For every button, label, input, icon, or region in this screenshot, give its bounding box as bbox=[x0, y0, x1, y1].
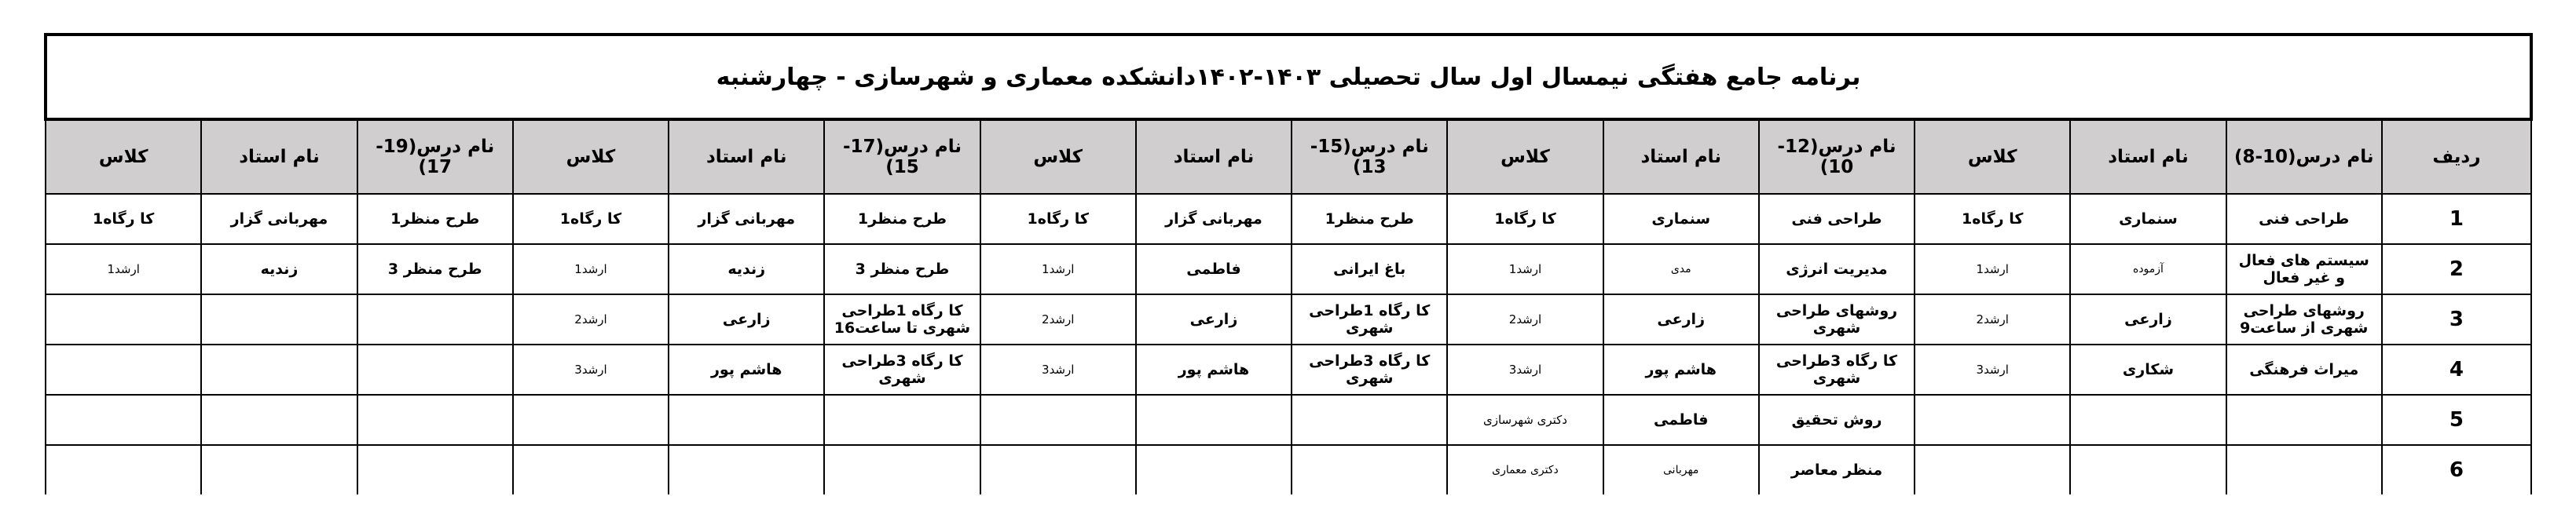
table-cell bbox=[201, 445, 357, 494]
column-header: نام استاد bbox=[2070, 119, 2226, 194]
table-cell: شکاری bbox=[2070, 345, 2226, 395]
table-cell: طراحی فنی bbox=[1759, 194, 1915, 244]
table-cell bbox=[2070, 445, 2226, 494]
table-cell: زارعی bbox=[1603, 294, 1759, 345]
table-cell: کا رگاه1 bbox=[1447, 194, 1603, 244]
table-cell: طرح منظر1 bbox=[357, 194, 513, 244]
table-cell: هاشم پور bbox=[1136, 345, 1292, 395]
table-cell: ارشد3 bbox=[1447, 345, 1603, 395]
table-cell bbox=[46, 294, 201, 345]
table-cell: کا رگاه1 bbox=[980, 194, 1136, 244]
table-cell: طرح منظر1 bbox=[824, 194, 980, 244]
table-cell bbox=[2070, 395, 2226, 445]
table-row bbox=[46, 294, 2531, 345]
schedule-sheet bbox=[44, 33, 2533, 494]
table-cell bbox=[201, 345, 357, 395]
row-number: 6 bbox=[2382, 445, 2531, 494]
column-header: نام استاد bbox=[669, 119, 824, 194]
table-cell: میراث فرهنگی bbox=[2226, 345, 2382, 395]
table-cell: سنماری bbox=[2070, 194, 2226, 244]
table-row bbox=[46, 194, 2531, 244]
table-row bbox=[46, 445, 2531, 494]
table-cell: آزموده bbox=[2070, 244, 2226, 294]
table-cell: دکتری معماری bbox=[1447, 445, 1603, 494]
table-cell: ارشد3 bbox=[1915, 345, 2070, 395]
header-row bbox=[46, 119, 2531, 194]
table-row bbox=[46, 395, 2531, 445]
column-header: کلاس bbox=[46, 119, 201, 194]
table-cell bbox=[357, 395, 513, 445]
table-row bbox=[46, 244, 2531, 294]
table-cell: کا رگاه 3طراحی شهری bbox=[824, 345, 980, 395]
table-cell: مهربانی گزار bbox=[669, 194, 824, 244]
table-cell: ارشد2 bbox=[1915, 294, 2070, 345]
table-cell: ارشد2 bbox=[513, 294, 669, 345]
table-cell: کا رگاه1 bbox=[513, 194, 669, 244]
table-cell bbox=[2226, 395, 2382, 445]
row-number: 3 bbox=[2382, 294, 2531, 345]
column-header: نام درس(17-15) bbox=[824, 119, 980, 194]
row-number: 2 bbox=[2382, 244, 2531, 294]
page-title: برنامه جامع هفتگی نیمسال اول سال تحصیلی ۱۴۰۳-۱۴۰۲دانشکده معماری و شهرسازی - چهارشنبه bbox=[46, 35, 2531, 119]
table-cell bbox=[980, 445, 1136, 494]
column-header: کلاس bbox=[1447, 119, 1603, 194]
table-cell bbox=[669, 395, 824, 445]
table-cell bbox=[46, 345, 201, 395]
table-cell: زارعی bbox=[2070, 294, 2226, 345]
table-cell bbox=[513, 445, 669, 494]
table-cell bbox=[357, 345, 513, 395]
table-cell: هاشم پور bbox=[1603, 345, 1759, 395]
table-cell: هاشم پور bbox=[669, 345, 824, 395]
table-cell: ارشد1 bbox=[46, 244, 201, 294]
table-cell: ارشد3 bbox=[513, 345, 669, 395]
table-cell bbox=[513, 395, 669, 445]
table-cell: زندیه bbox=[201, 244, 357, 294]
table-cell: زندیه bbox=[669, 244, 824, 294]
table-cell: فاطمی bbox=[1603, 395, 1759, 445]
table-cell bbox=[824, 445, 980, 494]
table-cell: کا رگاه 3طراحی شهری bbox=[1759, 345, 1915, 395]
table-cell bbox=[1136, 445, 1292, 494]
table-cell bbox=[1915, 445, 2070, 494]
table-cell: روشهای طراحی شهری bbox=[1759, 294, 1915, 345]
table-cell: سنماری bbox=[1603, 194, 1759, 244]
row-number: 4 bbox=[2382, 345, 2531, 395]
table-cell: زارعی bbox=[669, 294, 824, 345]
column-header: نام استاد bbox=[1136, 119, 1292, 194]
column-header: نام استاد bbox=[201, 119, 357, 194]
table-cell: سیستم های فعال و غیر فعال bbox=[2226, 244, 2382, 294]
table-cell bbox=[1136, 395, 1292, 445]
table-cell bbox=[824, 395, 980, 445]
column-header: نام استاد bbox=[1603, 119, 1759, 194]
table-cell bbox=[2226, 445, 2382, 494]
table-cell bbox=[46, 395, 201, 445]
table-cell: روشهای طراحی شهری از ساعت9 bbox=[2226, 294, 2382, 345]
table-cell: مهربانی گزار bbox=[1136, 194, 1292, 244]
table-cell: ارشد1 bbox=[1915, 244, 2070, 294]
table-cell: کا رگاه 1طراحی شهری تا ساعت16 bbox=[824, 294, 980, 345]
table-cell: مهربانی bbox=[1603, 445, 1759, 494]
table-cell: کا رگاه1 bbox=[46, 194, 201, 244]
table-cell: طراحی فنی bbox=[2226, 194, 2382, 244]
table-cell bbox=[357, 294, 513, 345]
table-cell: زارعی bbox=[1136, 294, 1292, 345]
table-cell bbox=[201, 395, 357, 445]
table-cell bbox=[1292, 395, 1447, 445]
table-cell: ارشد3 bbox=[980, 345, 1136, 395]
table-cell: ارشد1 bbox=[980, 244, 1136, 294]
table-cell: منظر معاصر bbox=[1759, 445, 1915, 494]
column-header: کلاس bbox=[980, 119, 1136, 194]
column-header: نام درس(19-17) bbox=[357, 119, 513, 194]
column-header: کلاس bbox=[1915, 119, 2070, 194]
table-cell: کا رگاه1 bbox=[1915, 194, 2070, 244]
column-header: نام درس(12-10) bbox=[1759, 119, 1915, 194]
table-cell: ارشد2 bbox=[980, 294, 1136, 345]
table-cell: ارشد1 bbox=[513, 244, 669, 294]
table-cell: کا رگاه 3طراحی شهری bbox=[1292, 345, 1447, 395]
table-cell: دکتری شهرسازی bbox=[1447, 395, 1603, 445]
table-cell: مدی bbox=[1603, 244, 1759, 294]
table-cell bbox=[980, 395, 1136, 445]
schedule-table bbox=[44, 33, 2533, 494]
table-cell: طرح منظر1 bbox=[1292, 194, 1447, 244]
table-cell: مهربانی گزار bbox=[201, 194, 357, 244]
table-cell bbox=[1915, 395, 2070, 445]
column-header: نام درس(15-13) bbox=[1292, 119, 1447, 194]
table-cell: مدیریت انرژی bbox=[1759, 244, 1915, 294]
table-cell bbox=[357, 445, 513, 494]
table-cell: روش تحقیق bbox=[1759, 395, 1915, 445]
table-cell bbox=[669, 445, 824, 494]
table-cell: فاطمی bbox=[1136, 244, 1292, 294]
table-cell: طرح منظر 3 bbox=[824, 244, 980, 294]
table-cell: کا رگاه 1طراحی شهری bbox=[1292, 294, 1447, 345]
column-header: نام درس(10-8) bbox=[2226, 119, 2382, 194]
table-cell bbox=[46, 445, 201, 494]
table-cell: باغ ایرانی bbox=[1292, 244, 1447, 294]
table-row bbox=[46, 345, 2531, 395]
table-body bbox=[46, 194, 2531, 494]
column-header: کلاس bbox=[513, 119, 669, 194]
table-cell bbox=[201, 294, 357, 345]
table-cell bbox=[1292, 445, 1447, 494]
table-cell: طرح منظر 3 bbox=[357, 244, 513, 294]
row-number: 5 bbox=[2382, 395, 2531, 445]
table-cell: ارشد2 bbox=[1447, 294, 1603, 345]
table-cell: ارشد1 bbox=[1447, 244, 1603, 294]
column-header: ردیف bbox=[2382, 119, 2531, 194]
row-number: 1 bbox=[2382, 194, 2531, 244]
